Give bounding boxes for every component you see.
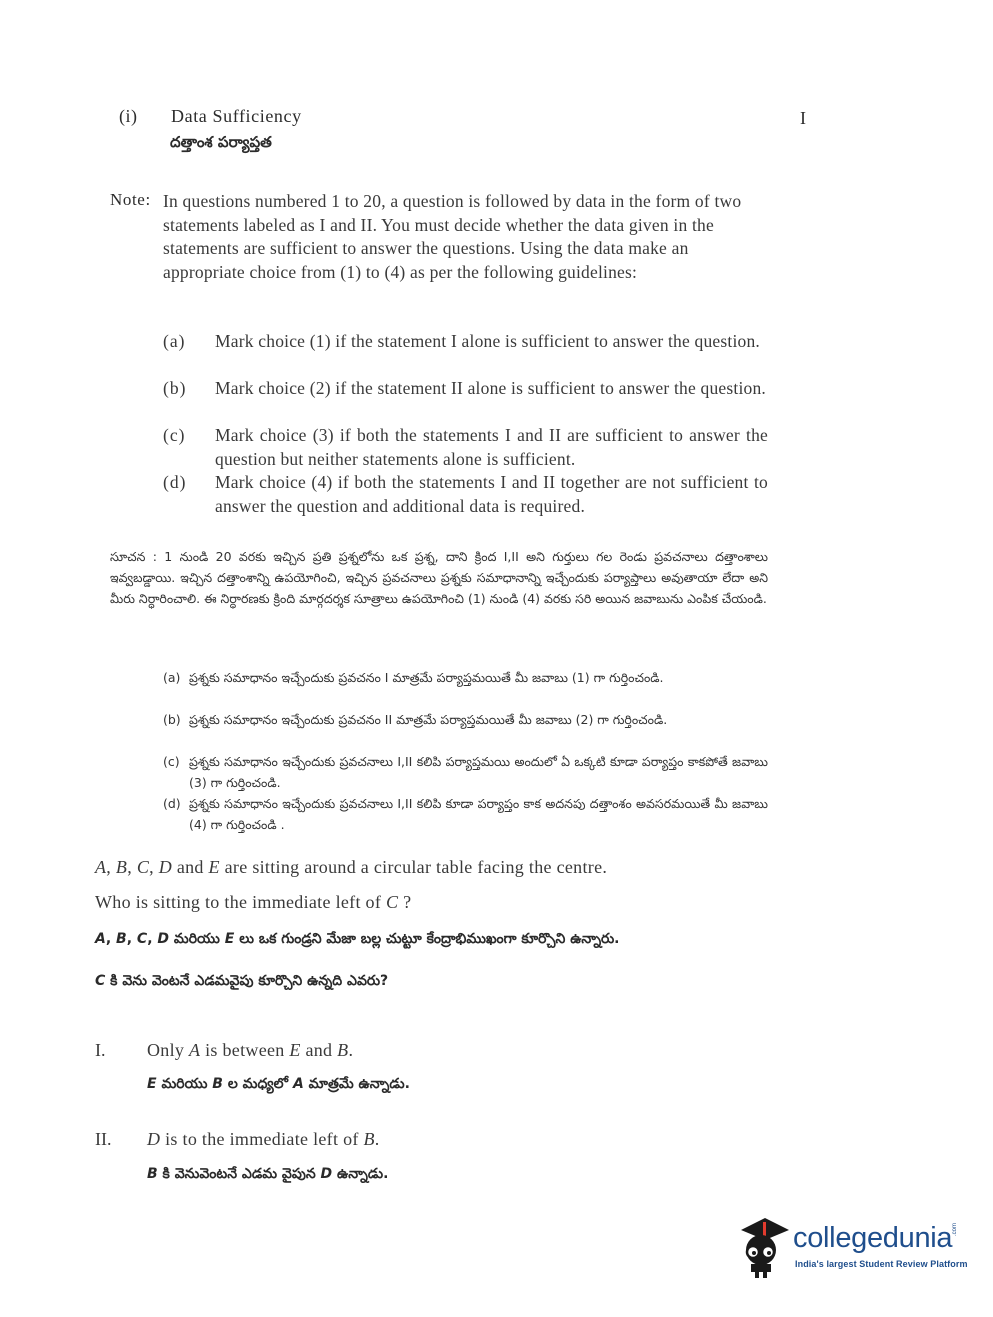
var: D <box>158 857 173 877</box>
note-label: Note: <box>110 190 151 209</box>
guideline-te-text: ప్రశ్నకు సమాధానం ఇచ్చేందుకు ప్రవచనాలు I,II కలిపి పర్యాప్తమయి అందులో ఏ ఒక్కటి కూడా పర్యాప్తం కాకపోతే జవాబు (3) గా గుర్తించండి. <box>189 754 768 790</box>
statement-text: and <box>300 1040 338 1060</box>
logo-wordmark: collegedunia <box>793 1222 953 1254</box>
question-line-en-1: A, B, C, D and E are sitting around a circular table facing the centre. <box>95 857 608 877</box>
guideline-label: (d) <box>163 472 187 492</box>
statement-en <box>147 1129 380 1150</box>
var: C <box>95 973 106 989</box>
section-title-telugu: దత్తాంశ పర్యాప్తత <box>170 133 272 151</box>
var: B <box>212 1076 223 1092</box>
guideline-d <box>163 471 768 518</box>
guideline-label: (b) <box>163 378 187 398</box>
guideline-text: Mark choice (3) if both the statements I and II are sufficient to answer the question but neither statements alone is sufficient. <box>215 425 768 469</box>
statement-en <box>147 1040 353 1061</box>
statement-text: ఉన్నాడు. <box>332 1166 389 1182</box>
statement-text: మరియు <box>156 1076 213 1092</box>
guideline-label: (c) <box>163 425 186 445</box>
statement-text: ల మధ్యలో <box>222 1076 293 1092</box>
var: B <box>115 857 128 877</box>
question-text: ? <box>398 892 412 912</box>
question-text: are sitting around a circular table facing the centre. <box>219 857 608 877</box>
guideline-te-label: (a) <box>163 670 181 685</box>
question-text: మరియు <box>169 931 225 947</box>
guideline-text: Mark choice (4) if both the statements I and II together are not sufficient to answer the question and additional data is required. <box>215 472 768 516</box>
guideline-a <box>163 330 768 354</box>
guideline-te-text: ప్రశ్నకు సమాధానం ఇచ్చేందుకు ప్రవచనం I మాత్రమే పర్యాప్తమయితే మీ జవాబు (1) గా గుర్తించండి. <box>189 670 664 685</box>
question-line-en-2 <box>95 892 411 913</box>
var: E <box>224 931 235 947</box>
question-text: Who is sitting to the immediate left of <box>95 892 386 912</box>
statement-te <box>147 1076 410 1095</box>
var: B <box>147 1166 158 1182</box>
statement-label: II. <box>95 1129 112 1149</box>
var: E <box>208 857 220 877</box>
logo-tagline: India's largest Student Review Platform <box>795 1259 968 1269</box>
var: B <box>337 1040 349 1060</box>
guideline-te-b <box>163 709 768 730</box>
var: D <box>157 931 170 947</box>
guideline-te-text: ప్రశ్నకు సమాధానం ఇచ్చేందుకు ప్రవచనం II మాత్రమే పర్యాప్తమయితే మీ జవాబు (2) గా గుర్తించండి. <box>189 712 668 727</box>
statement-label: I. <box>95 1040 106 1060</box>
question-line-te-2 <box>95 973 388 992</box>
logo-domain: .com <box>952 1222 958 1236</box>
question-line-te-1: A, B, C, D మరియు E లు ఒక గుండ్రని మేజా బల్ల చుట్టూ కేంద్రాభిముఖంగా కూర్చొని ఉన్నారు. <box>95 931 620 947</box>
collegedunia-mascot-icon <box>735 1212 793 1278</box>
statement-text: కి వెనువెంటనే ఎడమ వైపున <box>157 1166 321 1182</box>
guideline-te-c <box>163 751 768 793</box>
statement-text: . <box>374 1129 380 1149</box>
var: D <box>147 1129 161 1149</box>
var: A <box>95 931 106 947</box>
var: A <box>292 1076 304 1092</box>
page-mark: I <box>800 108 806 128</box>
question-text: and <box>172 857 209 877</box>
statement-text: మాత్రమే ఉన్నాడు. <box>303 1076 410 1092</box>
guideline-b <box>163 377 768 401</box>
statement-text: is to the immediate left of <box>160 1129 364 1149</box>
guideline-te-a <box>163 667 768 688</box>
question-text: కి వెను వెంటనే ఎడమవైపు కూర్చొని ఉన్నది ఎవరు? <box>105 973 389 989</box>
guideline-te-label: (b) <box>163 712 181 727</box>
section-title: Data Sufficiency <box>171 106 302 126</box>
var: E <box>147 1076 157 1092</box>
statement-text: Only <box>147 1040 189 1060</box>
question-text: లు ఒక గుండ్రని మేజా బల్ల చుట్టూ కేంద్రాభిముఖంగా కూర్చొని ఉన్నారు. <box>234 931 620 947</box>
section-number: (i) <box>119 106 138 126</box>
guideline-te-text: ప్రశ్నకు సమాధానం ఇచ్చేందుకు ప్రవచనాలు I,II కలిపి కూడా పర్యాప్తం కాక అదనపు దత్తాంశం అవసరమయితే మీ జవాబు (4) గా గుర్తించండి . <box>189 796 768 832</box>
var: A <box>95 857 107 877</box>
statement-text: . <box>348 1040 354 1060</box>
guideline-te-label: (c) <box>163 754 180 769</box>
guideline-te-d <box>163 793 768 835</box>
guideline-te-label: (d) <box>163 796 181 811</box>
var: D <box>320 1166 333 1182</box>
var: A <box>189 1040 201 1060</box>
guideline-text: Mark choice (1) if the statement I alone is sufficient to answer the question. <box>215 331 760 351</box>
var: C <box>136 931 148 947</box>
var: B <box>363 1129 375 1149</box>
var: B <box>116 931 127 947</box>
note-text: In questions numbered 1 to 20, a question is followed by data in the form of two statements labeled as I and II. You must decide whether the data given in the statements are sufficient to answer the questions. Using the data make an appropriate choice from (1) to (4) as per the following guidelines: <box>163 191 742 282</box>
note-telugu: సూచన : 1 నుండి 20 వరకు ఇచ్చిన ప్రతి ప్రశ్నలోను ఒక ప్రశ్న, దాని క్రింద I,II అని గుర్తులు గల రెండు ప్రవచనాలు దత్తాంశాలు ఇవ్వబడ్డాయి. ఇచ్చిన దత్తాంశాన్ని ఉపయోగించి, ఇచ్చిన ప్రవచనాలు ప్రశ్నకు సమాధానాన్ని ఇచ్చేందుకు పర్యాప్తాలు అవుతాయా లేదా అని మీరు నిర్ధారించాలి. ఈ నిర్ధారణకు క్రింది మార్గదర్శక సూత్రాలు ఉపయోగించి (1) నుండి (4) వరకు సరి అయిన జవాబును ఎంపిక చేయండి. <box>110 549 768 606</box>
var: C <box>385 892 399 912</box>
guideline-c <box>163 424 768 471</box>
guideline-text: Mark choice (2) if the statement II alone is sufficient to answer the question. <box>215 378 767 398</box>
statement-te <box>147 1166 388 1185</box>
var: C <box>136 857 150 877</box>
guideline-label: (a) <box>163 331 186 351</box>
statement-text: is between <box>200 1040 290 1060</box>
var: E <box>289 1040 301 1060</box>
